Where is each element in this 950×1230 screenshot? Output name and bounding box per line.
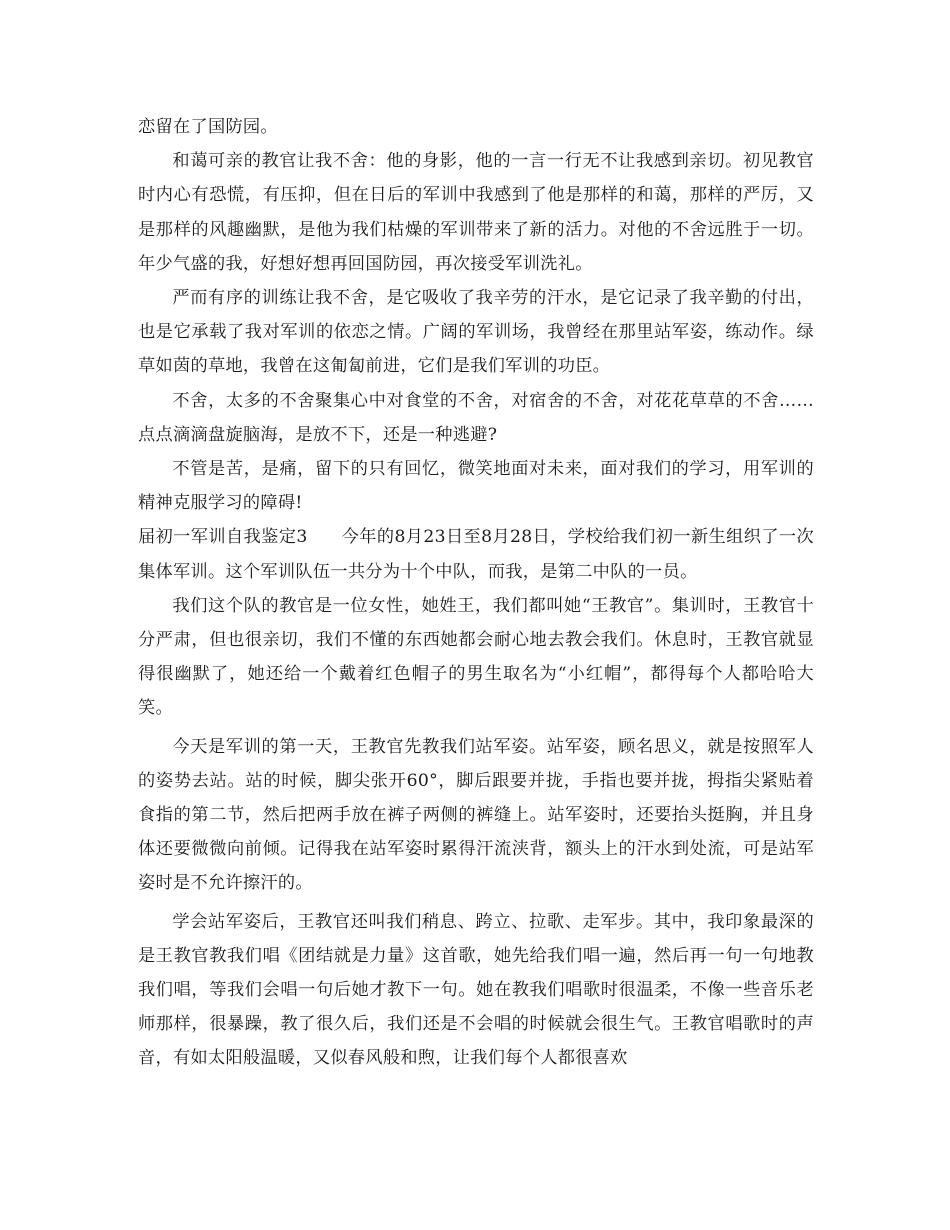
paragraph-0: 恋留在了国防园。 <box>138 117 278 137</box>
paragraph-7: 今天是军训的第一天，王教官先教我们站军姿。站军姿，顾名思义，就是按照军人的姿势去站。站的时候，脚尖张开60°，脚后跟要并拢，手指也要并拢，拇指尖紧贴着食指的第二节，然后把两手放在裤子两侧的裤缝上。站军姿时，还要抬头挺胸，并且身体还要微微向前倾。记得我在站军姿时累得汗流浃背，额头上的汗水到处流，可是站军姿时是不允许擦汗的。 <box>138 736 814 894</box>
section-heading: 届初一军训自我鉴定3 <box>138 527 308 548</box>
paragraph-1: 和蔼可亲的教官让我不舍：他的身影，他的一言一行无不让我感到亲切。初见教官时内心有恐慌，有压抑，但在日后的军训中我感到了他是那样的和蔼，那样的严厉，又是那样的风趣幽默，是他为我们枯燥的军训带来了新的活力。对他的不舍远胜于一切。年少气盛的我，好想好想再回国防园，再次接受军训洗礼。 <box>138 151 814 274</box>
document-body <box>138 110 814 1076</box>
paragraph-5 <box>138 520 814 588</box>
paragraph-8: 学会站军姿后，王教官还叫我们稍息、跨立、拉歌、走军步。其中，我印象最深的是王教官教我们唱《团结就是力量》这首歌，她先给我们唱一遍，然后再一句一句地教我们唱，等我们会唱一句后她才教下一句。她在教我们唱歌时很温柔，不像一些音乐老师那样，很暴躁，教了很久后，我们还是不会唱的时候就会很生气。王教官唱歌时的声音，有如太阳般温暖，又似春风般和煦，让我们每个人都很喜欢 <box>138 911 814 1069</box>
paragraph-3: 不舍，太多的不舍聚集心中对食堂的不舍，对宿舍的不舍，对花花草草的不舍……点点滴滴盘旋脑海，是放不下，还是一种逃避? <box>138 390 814 445</box>
paragraph-2: 严而有序的训练让我不舍，是它吸收了我辛劳的汗水，是它记录了我辛勤的付出，也是它承载了我对军训的依恋之情。广阔的军训场，我曾经在那里站军姿，练动作。绿草如茵的草地，我曾在这匍匐前进，它们是我们军训的功臣。 <box>138 288 814 377</box>
paragraph-6: 我们这个队的教官是一位女性，她姓王，我们都叫她“王教官”。集训时，王教官十分严肃，但也很亲切，我们不懂的东西她都会耐心地去教会我们。休息时，王教官就显得很幽默了，她还给一个戴着红色帽子的男生取名为“小红帽”，都得每个人都哈哈大笑。 <box>138 595 814 719</box>
paragraph-5-text: 今年的8月23日至8月28日，学校给我们初一新生组织了一次集体军训。这个军训队伍一共分为十个中队，而我，是第二中队的一员。 <box>138 527 814 582</box>
paragraph-4: 不管是苦，是痛，留下的只有回忆，微笑地面对未来，面对我们的学习，用军训的精神克服学习的障碍! <box>138 459 814 514</box>
